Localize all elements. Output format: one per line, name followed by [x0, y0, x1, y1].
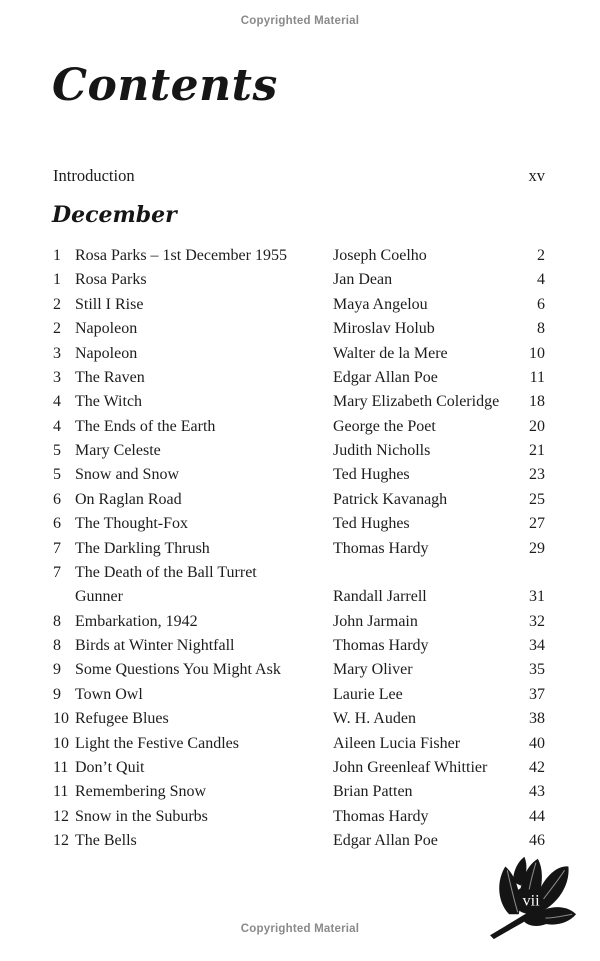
toc-entry-row	[53, 271, 545, 295]
entry-author: Mary Elizabeth Coleridge	[333, 393, 500, 411]
toc-entry-row	[53, 247, 545, 271]
entry-author: Edgar Allan Poe	[333, 368, 438, 386]
entry-page-number: 23	[529, 466, 545, 484]
front-matter-label: Introduction	[53, 166, 135, 185]
folio-page-number: vii	[522, 891, 540, 910]
front-matter-row	[53, 166, 545, 186]
entry-day-number: 10	[53, 734, 69, 752]
entry-page-number: 37	[529, 685, 545, 703]
entry-page-number: 34	[529, 637, 545, 654]
entry-page-number: 40	[529, 734, 545, 752]
entry-poem-title: Embarkation, 1942	[75, 612, 198, 630]
section-title-december: December	[52, 202, 177, 228]
entry-page-number: 35	[529, 661, 545, 679]
toc-entry-row	[53, 393, 545, 417]
entry-poem-title: The Ends of the Earth	[75, 417, 216, 435]
entry-author: John Greenleaf Whittier	[333, 758, 488, 776]
entry-day-number: 3	[53, 344, 61, 362]
entry-day-number: 10	[53, 710, 69, 728]
entry-page-number: 2	[537, 247, 545, 264]
entry-poem-title: Don’t Quit	[75, 758, 145, 776]
toc-entry-row	[53, 369, 545, 393]
toc-entry-row	[53, 491, 545, 515]
entry-author: Randall Jarrell	[333, 588, 427, 606]
entry-author: Thomas Hardy	[333, 539, 429, 557]
entry-page-number: 4	[537, 271, 545, 289]
entry-poem-title: The Bells	[75, 832, 137, 849]
entry-day-number: 11	[53, 783, 69, 801]
entry-page-number: 10	[529, 344, 545, 362]
entry-page-number: 31	[529, 588, 545, 606]
entry-day-number: 8	[53, 612, 61, 630]
entry-poem-title: The Raven	[75, 368, 145, 386]
entry-author: Laurie Lee	[333, 685, 403, 703]
toc-entry-row	[53, 540, 545, 564]
entry-author: Miroslav Holub	[333, 320, 435, 338]
entry-author: Walter de la Mere	[333, 344, 448, 362]
entry-poem-title: Rosa Parks – 1st December 1955	[75, 247, 287, 264]
entry-page-number: 6	[537, 295, 545, 313]
entry-page-number: 43	[529, 783, 545, 801]
entry-day-number: 8	[53, 637, 61, 654]
toc-entry-row	[53, 783, 545, 807]
entry-page-number: 38	[529, 710, 545, 728]
entry-page-number: 32	[529, 612, 545, 630]
entry-author: W. H. Auden	[333, 710, 416, 728]
toc-entry-row	[53, 613, 545, 637]
entry-poem-title: The Witch	[75, 393, 143, 411]
entry-day-number: 1	[53, 271, 61, 289]
entry-poem-title: Town Owl	[75, 685, 143, 703]
entry-author: Ted Hughes	[333, 466, 410, 484]
entry-poem-title: Napoleon	[75, 320, 138, 338]
entry-day-number: 6	[53, 515, 61, 533]
entry-page-number: 46	[529, 832, 545, 849]
entry-author: Edgar Allan Poe	[333, 832, 438, 849]
entry-poem-title: Gunner	[75, 588, 123, 606]
toc-entry-row	[53, 345, 545, 369]
entry-page-number: 44	[529, 807, 545, 825]
copyright-notice-top: Copyrighted Material	[240, 15, 360, 27]
entry-poem-title: On Raglan Road	[75, 490, 182, 508]
toc-entry-row	[53, 686, 545, 710]
entry-poem-title: Some Questions You Might Ask	[75, 661, 281, 679]
front-matter-page-number: xv	[528, 166, 545, 185]
toc-entry-row	[53, 442, 545, 466]
toc-entries	[53, 247, 545, 856]
toc-entry-row	[53, 515, 545, 539]
entry-poem-title: The Death of the Ball Turret	[75, 563, 257, 581]
entry-author: Patrick Kavanagh	[333, 490, 448, 508]
entry-poem-title: Birds at Winter Nightfall	[75, 637, 235, 654]
entry-page-number: 25	[529, 490, 545, 508]
entry-author: Judith Nicholls	[333, 442, 431, 459]
entry-poem-title: The Darkling Thrush	[75, 539, 210, 557]
entry-day-number: 7	[53, 563, 61, 581]
entry-day-number: 9	[53, 661, 61, 679]
entry-day-number: 5	[53, 466, 61, 484]
entry-page-number: 27	[529, 515, 545, 533]
entry-day-number: 7	[53, 539, 61, 557]
entry-author: Thomas Hardy	[333, 807, 429, 825]
entry-day-number: 2	[53, 320, 61, 338]
entry-day-number: 12	[53, 832, 69, 849]
entry-page-number: 8	[537, 320, 545, 338]
entry-page-number: 18	[529, 393, 545, 411]
entry-day-number: 6	[53, 490, 61, 508]
toc-entry-row	[53, 710, 545, 734]
toc-entry-row	[53, 637, 545, 661]
entry-page-number: 29	[529, 539, 545, 557]
copyright-notice-bottom: Copyrighted Material	[240, 923, 360, 935]
entry-poem-title: Snow in the Suburbs	[75, 807, 208, 825]
toc-entry-row	[53, 832, 545, 856]
entry-day-number: 9	[53, 685, 61, 703]
entry-day-number: 2	[53, 295, 61, 313]
entry-page-number: 20	[529, 417, 545, 435]
entry-author: Joseph Coelho	[333, 247, 427, 264]
entry-author: Aileen Lucia Fisher	[333, 734, 461, 752]
toc-entry-row	[53, 588, 545, 612]
toc-entry-row	[53, 661, 545, 685]
entry-page-number: 42	[529, 758, 545, 776]
toc-entry-row	[53, 320, 545, 344]
entry-day-number: 12	[53, 807, 69, 825]
entry-day-number: 3	[53, 368, 61, 386]
entry-poem-title: Rosa Parks	[75, 271, 147, 289]
entry-author: Brian Patten	[333, 783, 413, 801]
entry-page-number: 21	[529, 442, 545, 459]
entry-author: George the Poet	[333, 417, 436, 435]
entry-poem-title: Remembering Snow	[75, 783, 207, 801]
entry-poem-title: Light the Festive Candles	[75, 734, 239, 752]
entry-page-number: 11	[529, 368, 545, 386]
entry-author: Mary Oliver	[333, 661, 413, 679]
entry-poem-title: The Thought-Fox	[75, 515, 189, 533]
toc-entry-row	[53, 564, 545, 588]
entry-day-number: 11	[53, 758, 69, 776]
entry-day-number: 4	[53, 417, 61, 435]
entry-author: Maya Angelou	[333, 295, 428, 313]
toc-entry-row	[53, 808, 545, 832]
entry-day-number: 4	[53, 393, 61, 411]
toc-entry-row	[53, 418, 545, 442]
toc-entry-row	[53, 296, 545, 320]
toc-entry-row	[53, 466, 545, 490]
entry-author: Thomas Hardy	[333, 637, 429, 654]
entry-poem-title: Napoleon	[75, 344, 138, 362]
entry-author: Jan Dean	[333, 271, 393, 289]
page-title: Contents	[52, 60, 278, 111]
entry-poem-title: Refugee Blues	[75, 710, 169, 728]
toc-entry-row	[53, 759, 545, 783]
entry-author: Ted Hughes	[333, 515, 410, 533]
toc-entry-row	[53, 735, 545, 759]
entry-poem-title: Still I Rise	[75, 295, 144, 313]
entry-poem-title: Mary Celeste	[75, 442, 161, 459]
entry-author: John Jarmain	[333, 612, 418, 630]
entry-day-number: 1	[53, 247, 61, 264]
entry-day-number: 5	[53, 442, 61, 459]
entry-poem-title: Snow and Snow	[75, 466, 180, 484]
